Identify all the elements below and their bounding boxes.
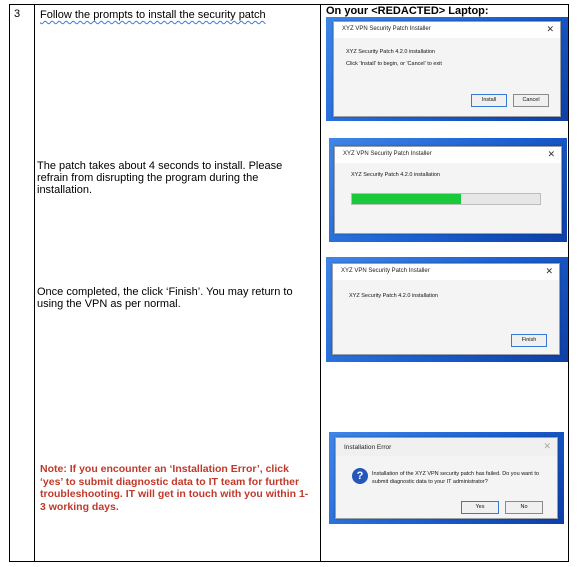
dialog-line-instructions: Click 'Install' to begin, or 'Cancel' to exit: [346, 61, 442, 67]
table-border-left: [9, 4, 10, 562]
installer-dialog: [334, 146, 562, 234]
table-border-number-col: [34, 4, 35, 562]
no-button[interactable]: No: [505, 501, 543, 514]
installer-dialog: [332, 263, 560, 355]
table-border-middle: [320, 4, 321, 562]
dialog-title: XYZ VPN Security Patch Installer: [341, 268, 430, 274]
error-message: Installation of the XYZ VPN security patch has failed. Do you want to submit diagnostic data to your IT administrator?: [372, 471, 539, 485]
screenshot-installing: [329, 138, 567, 242]
dialog-title: XYZ VPN Security Patch Installer: [342, 26, 431, 32]
close-icon[interactable]: ✕: [547, 149, 555, 159]
instruction-install-duration: The patch takes about 4 seconds to install. Please refrain from disrupting the program during the installation.: [37, 160, 283, 196]
error-dialog: [335, 437, 558, 519]
dialog-line-version: XYZ Security Patch 4.2.0 installation: [351, 172, 440, 178]
install-progress-fill: [352, 194, 461, 204]
screenshot-installation-error: [329, 432, 564, 524]
instruction-install-prompts: Follow the prompts to install the security patch: [40, 9, 266, 21]
close-icon[interactable]: ✕: [545, 266, 553, 276]
dialog-title: Installation Error: [344, 444, 392, 451]
install-progress-bar: [351, 193, 541, 205]
table-border-bottom: [9, 561, 569, 562]
cancel-button[interactable]: Cancel: [513, 94, 549, 107]
question-icon: ?: [352, 468, 368, 484]
installer-dialog: [333, 21, 561, 117]
finish-button[interactable]: Finish: [511, 334, 547, 347]
screenshot-install-prompt: [326, 17, 568, 121]
screenshot-finish: [326, 257, 568, 362]
error-note: Note: If you encounter an ‘Installation Error’, click ‘yes’ to submit diagnostic data to IT team for further troubleshooting. IT will get in touch with you within 1-3 working days.: [40, 463, 309, 513]
install-button[interactable]: Install: [471, 94, 507, 107]
dialog-line-version: XYZ Security Patch 4.2.0 installation: [349, 293, 438, 299]
table-border-right: [568, 4, 569, 562]
yes-button[interactable]: Yes: [461, 501, 499, 514]
dialog-line-version: XYZ Security Patch 4.2.0 installation: [346, 49, 435, 55]
dialog-title: XYZ VPN Security Patch Installer: [343, 151, 432, 157]
instruction-finish: Once completed, the click ‘Finish’. You may return to using the VPN as per normal.: [37, 286, 293, 310]
step-number: 3: [14, 8, 21, 20]
right-column-header: On your <REDACTED> Laptop:: [326, 5, 489, 17]
close-icon[interactable]: ✕: [543, 441, 551, 451]
close-icon[interactable]: ✕: [546, 24, 554, 34]
